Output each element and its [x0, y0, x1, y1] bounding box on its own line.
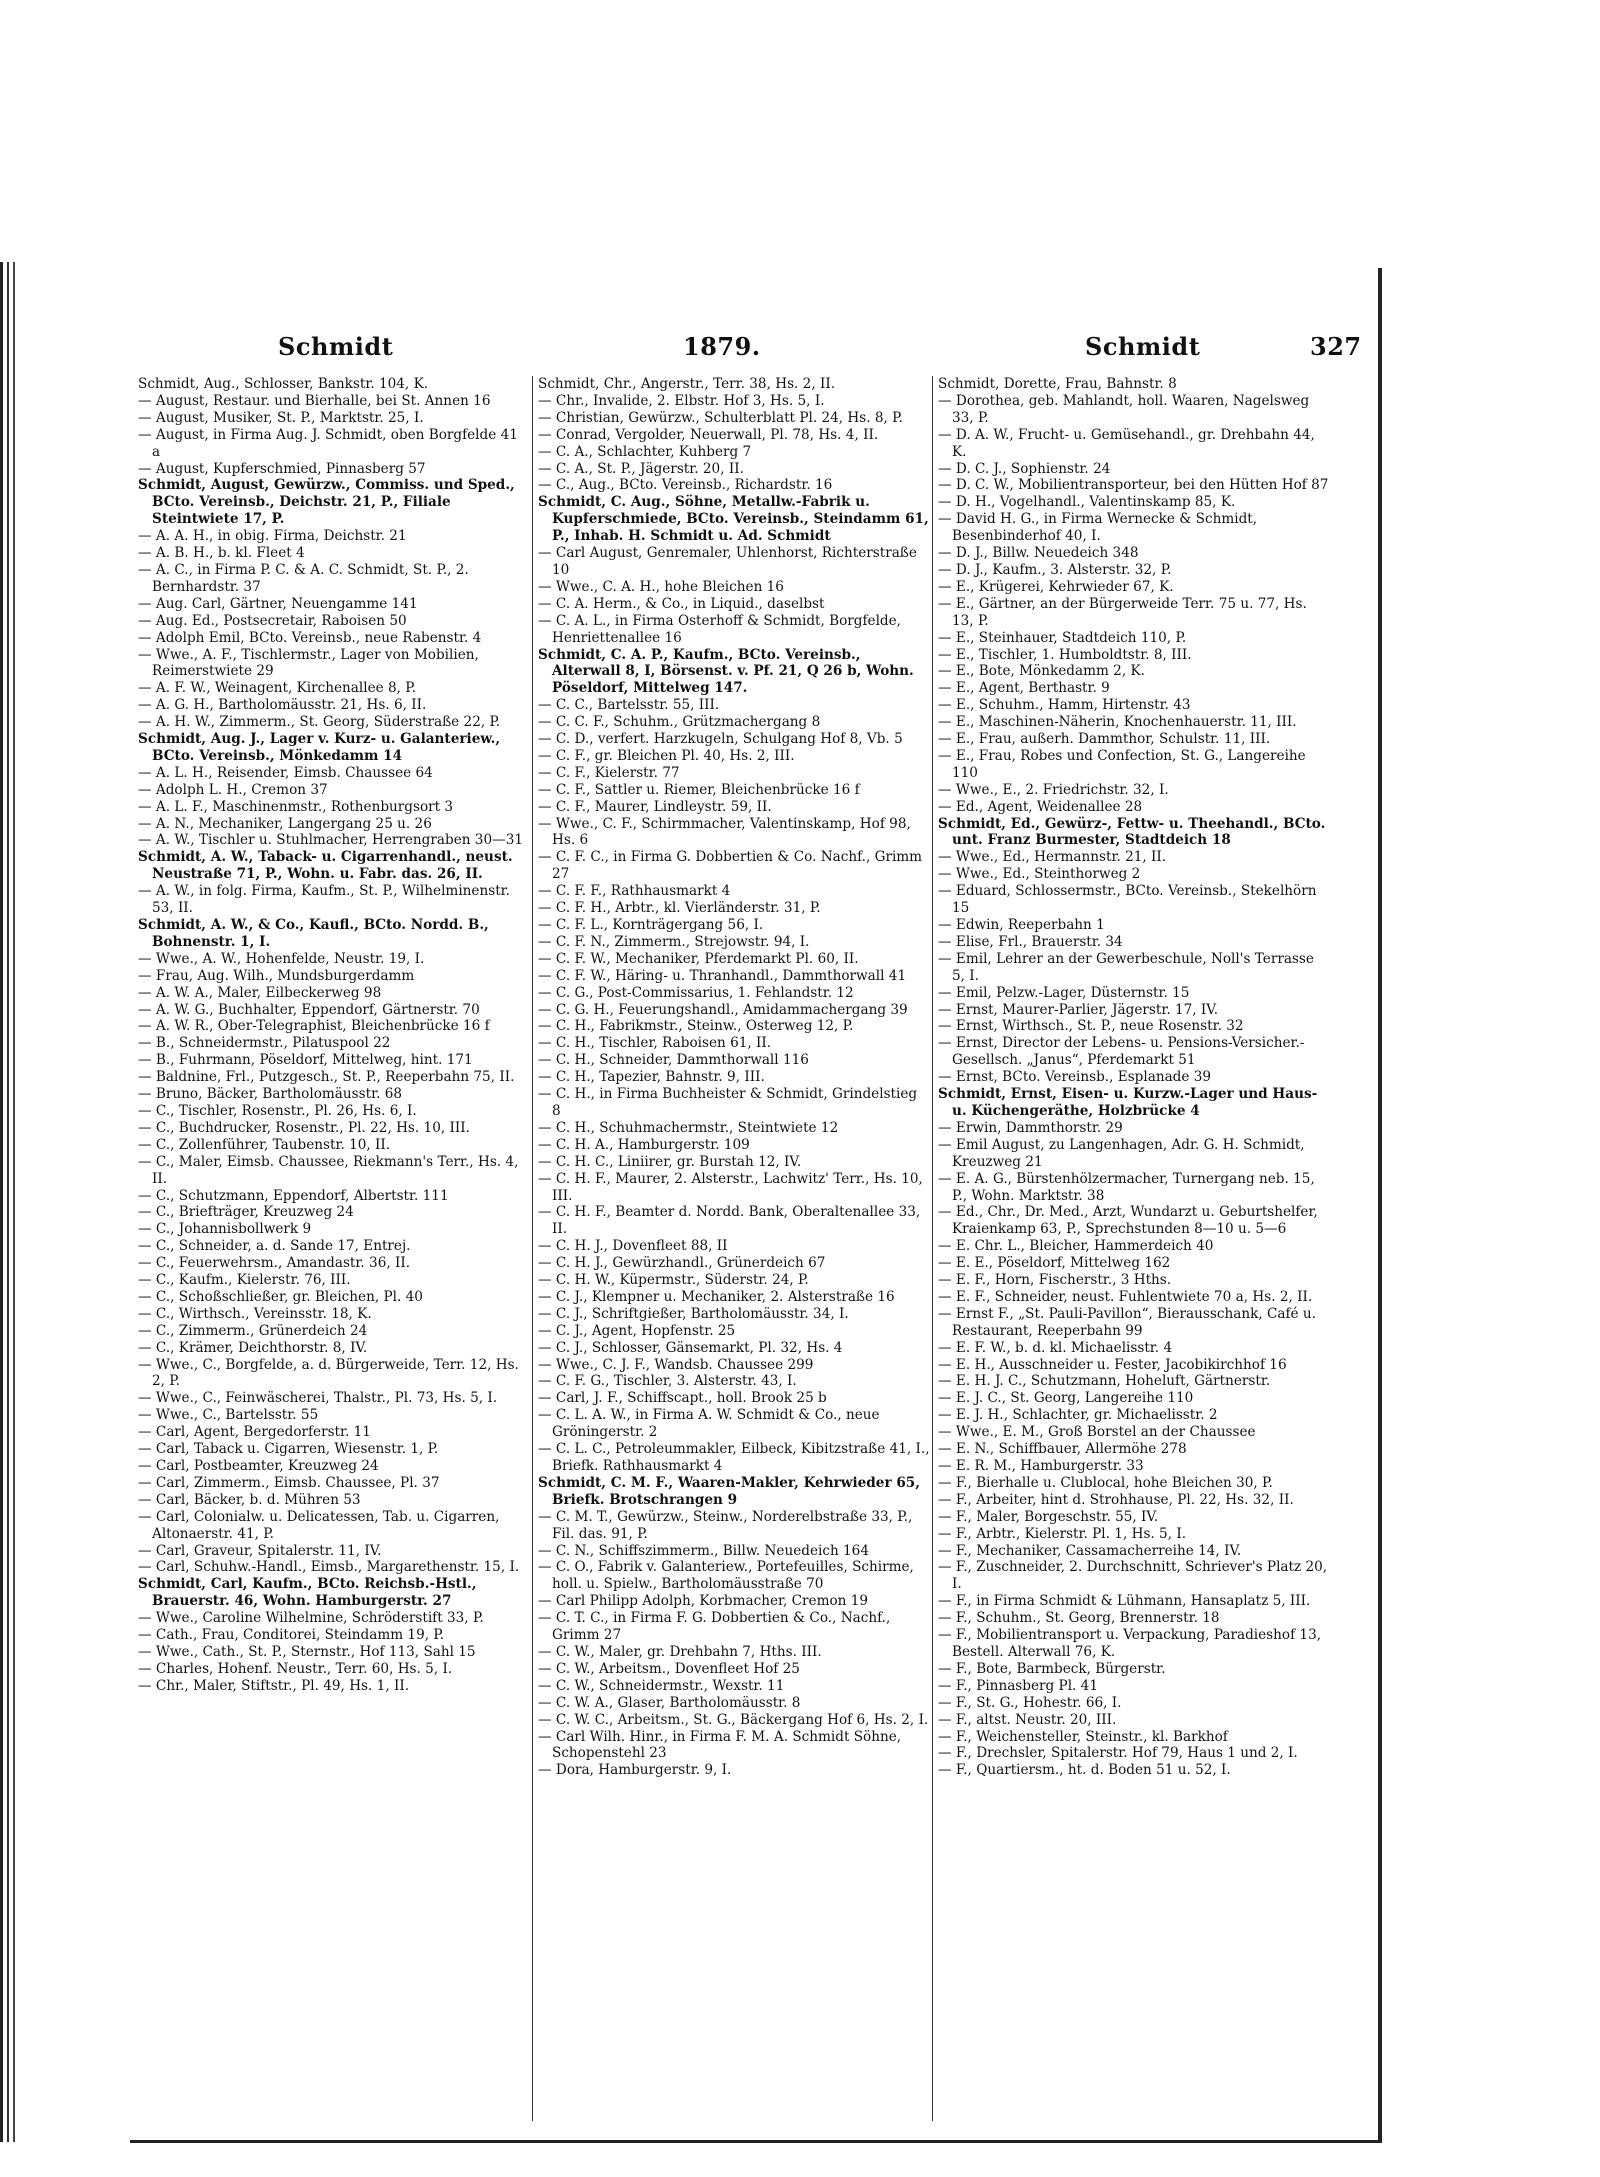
header-left-name: Schmidt	[278, 332, 394, 361]
directory-entry: — C. C., Bartelsstr. 55, III.	[538, 697, 720, 714]
directory-entry: — C. G. H., Feuerungshandl., Amidammachergang 39	[538, 1001, 908, 1018]
column-divider	[932, 376, 933, 2121]
directory-entry: — A. C., in Firma P. C. & A. C. Schmidt, St. P., 2. Bernhardstr. 37	[138, 561, 469, 595]
directory-entry: — D. J., Kaufm., 3. Alsterstr. 32, P.	[938, 561, 1172, 578]
directory-entry: — Emil August, zu Langenhagen, Adr. G. H. Schmidt, Kreuzweg 21	[938, 1136, 1305, 1170]
directory-entry: — C. F. W., Häring- u. Thranhandl., Dammthorwall 41	[538, 967, 907, 984]
directory-entry: — F., Arbtr., Kielerstr. Pl. 1, Hs. 5, I.	[938, 1525, 1187, 1542]
directory-entry: — C., Wirthsch., Vereinsstr. 18, K.	[138, 1305, 372, 1322]
directory-entry: — Ed., Agent, Weidenallee 28	[938, 798, 1143, 815]
directory-entry: — C., Zimmerm., Grünerdeich 24	[138, 1322, 368, 1339]
directory-entry: — C. H., in Firma Buchheister & Schmidt, Grindelstieg 8	[538, 1086, 918, 1119]
directory-entry: Schmidt, C. A. P., Kaufm., BCto. Vereinsb., Alterwall 8, I, Börsenst. v. Pf. 21, Q 26 b, Wohn. Pöseldorf, Mittelweg 147.	[538, 646, 914, 697]
directory-entry: — F., Mechaniker, Cassamacherreihe 14, IV.	[938, 1542, 1242, 1559]
directory-entry: — Carl, Agent, Bergedorferstr. 11	[138, 1424, 371, 1441]
directory-entry: — A. W. G., Buchhalter, Eppendorf, Gärtnerstr. 70	[138, 1001, 480, 1018]
directory-entry: — C. H. A., Hamburgerstr. 109	[538, 1136, 750, 1153]
directory-entry: — C. N., Schiffszimmerm., Billw. Neuedeich 164	[538, 1542, 869, 1559]
directory-entry: — Wwe., C., Borgfelde, a. d. Bürgerweide, Terr. 12, Hs. 2, P.	[138, 1356, 519, 1390]
directory-entry: — August, Kupferschmied, Pinnasberg 57	[138, 460, 426, 477]
directory-entry: — Ed., Chr., Dr. Med., Arzt, Wundarzt u. Geburtshelfer, Kraienkamp 63, P., Sprechstunden 8—10 u. 5—6	[938, 1204, 1318, 1238]
directory-entry: — Adolph Emil, BCto. Vereinsb., neue Rabenstr. 4	[138, 629, 482, 646]
directory-entry: — A. W., Tischler u. Stuhlmacher, Herrengraben 30—31	[138, 832, 523, 849]
directory-entry: — Wwe., Ed., Steinthorweg 2	[938, 866, 1141, 883]
directory-entry: — Baldnine, Frl., Putzgesch., St. P., Reeperbahn 75, II.	[138, 1069, 515, 1086]
directory-entry: — Chr., Maler, Stiftstr., Pl. 49, Hs. 1, II.	[138, 1677, 410, 1694]
directory-entry: — E. Chr. L., Bleicher, Hammerdeich 40	[938, 1238, 1214, 1255]
directory-column-1	[138, 376, 530, 2121]
directory-entry: — C. H. F., Maurer, 2. Alsterstr., Lachwitz' Terr., Hs. 10, III.	[538, 1170, 923, 1204]
directory-entry: — Erwin, Dammthorstr. 29	[938, 1119, 1123, 1136]
directory-entry: — Adolph L. H., Cremon 37	[138, 781, 328, 798]
directory-entry: — E., Gärtner, an der Bürgerweide Terr. 75 u. 77, Hs. 13, P.	[938, 595, 1307, 629]
directory-entry: — C., Johannisbollwerk 9	[138, 1221, 312, 1238]
directory-entry: Schmidt, Aug., Schlosser, Bankstr. 104, K.	[138, 376, 429, 392]
directory-entry: — E., Frau, Robes und Confection, St. G., Langereihe 110	[938, 747, 1306, 781]
directory-entry: — A. L. F., Maschinenmstr., Rothenburgsort 3	[138, 798, 454, 815]
directory-entry: — C., Schutzmann, Eppendorf, Albertstr. 111	[138, 1187, 449, 1204]
directory-entry: — Emil, Pelzw.-Lager, Düsternstr. 15	[938, 984, 1190, 1001]
directory-entry: — E. J. C., St. Georg, Langereihe 110	[938, 1390, 1194, 1407]
directory-entry: — D. A. W., Frucht- u. Gemüsehandl., gr. Drehbahn 44, K.	[938, 426, 1315, 460]
directory-entry: — Ernst, BCto. Vereinsb., Esplanade 39	[938, 1069, 1212, 1086]
directory-entry: — C. H. J., Dovenfleet 88, II	[538, 1238, 728, 1255]
directory-entry: — Ernst F., „St. Pauli-Pavillon“, Bierausschank, Café u. Restaurant, Reeperbahn 99	[938, 1305, 1316, 1339]
directory-entry: — D. C. J., Sophienstr. 24	[938, 460, 1111, 477]
directory-entry: — E., Frau, außerh. Dammthor, Schulstr. 11, III.	[938, 731, 1271, 748]
directory-entry: — Eduard, Schlossermstr., BCto. Vereinsb., Stekelhörn 15	[938, 883, 1317, 917]
directory-entry: — C. F., Sattler u. Riemer, Bleichenbrücke 16 f	[538, 781, 860, 798]
directory-entry: — A. A. H., in obig. Firma, Deichstr. 21	[138, 528, 407, 545]
directory-entry: — Wwe., Cath., St. P., Sternstr., Hof 113, Sahl 15	[138, 1643, 476, 1660]
directory-entry: Schmidt, August, Gewürzw., Commiss. und Sped., BCto. Vereinsb., Deichstr. 21, P., Filiale Steintwiete 17, P.	[138, 477, 515, 528]
directory-entry: — F., in Firma Schmidt & Lühmann, Hansaplatz 5, III.	[938, 1593, 1311, 1610]
directory-entry: — Wwe., A. W., Hohenfelde, Neustr. 19, I.	[138, 950, 425, 967]
directory-entry: — C. W., Schneidermstr., Wexstr. 11	[538, 1677, 785, 1694]
directory-entry: — C. H., Fabrikmstr., Steinw., Osterweg 12, P.	[538, 1018, 854, 1035]
directory-entry: — C. W. C., Arbeitsm., St. G., Bäckergang Hof 6, Hs. 2, I.	[538, 1711, 929, 1728]
directory-entry: — Wwe., C. J. F., Wandsb. Chaussee 299	[538, 1356, 814, 1373]
directory-entry: — C. G., Post-Commissarius, 1. Fehlandstr. 12	[538, 984, 854, 1001]
directory-entry: — C. H. F., Beamter d. Nordd. Bank, Oberaltenallee 33, II.	[538, 1204, 921, 1238]
directory-entry: — Wwe., A. F., Tischlermstr., Lager von Mobilien, Reimerstwiete 29	[138, 646, 479, 680]
directory-entry: — C. H., Tischler, Raboisen 61, II.	[538, 1035, 772, 1052]
directory-entry: — C. W. A., Glaser, Bartholomäusstr. 8	[538, 1694, 801, 1711]
directory-entry: — F., Drechsler, Spitalerstr. Hof 79, Haus 1 und 2, I.	[938, 1745, 1298, 1762]
directory-entry: — F., Bierhalle u. Clublocal, hohe Bleichen 30, P.	[938, 1474, 1273, 1491]
directory-entry: — Ernst, Wirthsch., St. P., neue Rosenstr. 32	[938, 1018, 1244, 1035]
directory-entry: — Carl, Schuhw.-Handl., Eimsb., Margarethenstr. 15, I.	[138, 1559, 520, 1576]
directory-entry: — Wwe., C., Feinwäscherei, Thalstr., Pl. 73, Hs. 5, I.	[138, 1390, 498, 1407]
directory-entry: — F., Weichensteller, Steinstr., kl. Barkhof	[938, 1728, 1228, 1745]
directory-entry: — C. F. N., Zimmerm., Strejowstr. 94, I.	[538, 933, 810, 950]
directory-entry: — B., Schneidermstr., Pilatuspool 22	[138, 1035, 391, 1052]
directory-entry: — C., Aug., BCto. Vereinsb., Richardstr. 16	[538, 477, 833, 494]
directory-entry: — C. H. C., Liniirer, gr. Burstah 12, IV.	[538, 1153, 802, 1170]
directory-entry: — F., Bote, Barmbeck, Bürgerstr.	[938, 1660, 1166, 1677]
page-number: 327	[1310, 332, 1362, 361]
directory-entry: — E., Maschinen-Näherin, Knochenhauerstr. 11, III.	[938, 714, 1297, 731]
directory-entry: — C. F. C., in Firma G. Dobbertien & Co. Nachf., Grimm 27	[538, 849, 923, 883]
directory-entry: — F., Pinnasberg Pl. 41	[938, 1677, 1098, 1694]
directory-entry: — C. W., Arbeitsm., Dovenfleet Hof 25	[538, 1660, 800, 1677]
directory-entry: — C., Briefträger, Kreuzweg 24	[138, 1204, 354, 1221]
directory-entry: Schmidt, Carl, Kaufm., BCto. Reichsb.-Hstl., Brauerstr. 46, Wohn. Hamburgerstr. 27	[138, 1576, 477, 1610]
directory-entry: — A. W. A., Maler, Eilbeckerweg 98	[138, 984, 382, 1001]
directory-entry: — F., Arbeiter, hint d. Strohhause, Pl. 22, Hs. 32, II.	[938, 1491, 1294, 1508]
directory-entry: — E., Tischler, 1. Humboldtstr. 8, III.	[938, 646, 1192, 663]
directory-entry: — C. A. L., in Firma Osterhoff & Schmidt, Borgfelde, Henriettenallee 16	[538, 612, 901, 646]
directory-entry: — C., Krämer, Deichthorstr. 8, IV.	[138, 1339, 368, 1356]
directory-entry: — C. F., gr. Bleichen Pl. 40, Hs. 2, III.	[538, 747, 795, 764]
directory-entry: — C. M. T., Gewürzw., Steinw., Norderelbstraße 33, P., Fil. das. 91, P.	[538, 1508, 913, 1542]
directory-entry: — C., Schoßschließer, gr. Bleichen, Pl. 40	[138, 1288, 423, 1305]
directory-entry: — Carl August, Genremaler, Uhlenhorst, Richterstraße 10	[538, 545, 917, 578]
directory-entry: — Ernst, Director der Lebens- u. Pensions-Versicher.-Gesellsch. „Janus“, Pferdemarkt 51	[938, 1035, 1305, 1069]
directory-entry: — Wwe., C., Bartelsstr. 55	[138, 1407, 319, 1424]
directory-entry: — Wwe., Caroline Wilhelmine, Schröderstift 33, P.	[138, 1610, 484, 1627]
directory-entry: — C. L. C., Petroleummakler, Eilbeck, Kibitzstraße 41, I., Briefk. Rathhausmarkt 4	[538, 1441, 930, 1474]
directory-entry: — E. H. J. C., Schutzmann, Hoheluft, Gärtnerstr.	[938, 1373, 1271, 1390]
directory-entry: — D. C. W., Mobilientransporteur, bei den Hütten Hof 87	[938, 477, 1329, 494]
directory-entry: — C. T. C., in Firma F. G. Dobbertien & Co., Nachf., Grimm 27	[538, 1610, 891, 1644]
directory-entry: — C. F., Kielerstr. 77	[538, 764, 680, 781]
directory-entry: — C. F. F., Rathhausmarkt 4	[538, 883, 731, 900]
directory-entry: — E., Agent, Berthastr. 9	[938, 680, 1110, 697]
directory-entry: — A. F. W., Weinagent, Kirchenallee 8, P.	[138, 680, 416, 697]
column-divider	[532, 376, 533, 2121]
header-year: 1879.	[683, 332, 761, 361]
directory-entry: — Wwe., C. F., Schirmmacher, Valentinskamp, Hof 98, Hs. 6	[538, 815, 911, 849]
directory-entry: — Aug. Ed., Postsecretair, Raboisen 50	[138, 612, 407, 629]
directory-entry: — Frau, Aug. Wilh., Mundsburgerdamm	[138, 967, 415, 984]
directory-entry: — C. H., Schuhmachermstr., Steintwiete 12	[538, 1119, 839, 1136]
directory-entry: — C. F. W., Mechaniker, Pferdemarkt Pl. 60, II.	[538, 950, 859, 967]
directory-entry: — C. A. Herm., & Co., in Liquid., daselbst	[538, 595, 825, 612]
directory-entry: — C., Maler, Eimsb. Chaussee, Riekmann's Terr., Hs. 4, II.	[138, 1153, 519, 1187]
directory-entry: — Ernst, Maurer-Parlier, Jägerstr. 17, IV.	[938, 1001, 1219, 1018]
header-right-name: Schmidt	[1085, 332, 1201, 361]
directory-entry: — F., Schuhm., St. Georg, Brennerstr. 18	[938, 1610, 1220, 1627]
directory-column-3	[938, 376, 1330, 2121]
directory-entry: — C. J., Schlosser, Gänsemarkt, Pl. 32, Hs. 4	[538, 1339, 843, 1356]
directory-entry: — C., Schneider, a. d. Sande 17, Entrej.	[138, 1238, 411, 1255]
directory-entry: — Carl, J. F., Schiffscapt., holl. Brook 25 b	[538, 1390, 827, 1407]
directory-entry: — E. E., Pöseldorf, Mittelweg 162	[938, 1255, 1171, 1272]
directory-entry: — C. F. H., Arbtr., kl. Vierländerstr. 31, P.	[538, 900, 821, 917]
directory-entry: — Carl, Postbeamter, Kreuzweg 24	[138, 1458, 379, 1474]
directory-entry: — C., Tischler, Rosenstr., Pl. 26, Hs. 6, I.	[138, 1102, 417, 1119]
directory-entry: — Elise, Frl., Brauerstr. 34	[938, 933, 1123, 950]
directory-entry: — E. R. M., Hamburgerstr. 33	[938, 1458, 1144, 1474]
directory-entry: — Carl, Colonialw. u. Delicatessen, Tab. u. Cigarren, Altonaerstr. 41, P.	[138, 1508, 500, 1542]
directory-entry: — A. G. H., Bartholomäusstr. 21, Hs. 6, II.	[138, 697, 427, 714]
directory-entry: Schmidt, Aug. J., Lager v. Kurz- u. Galanteriew., BCto. Vereinsb., Mönkedamm 14	[138, 731, 501, 764]
directory-entry: — C. F. L., Kornträgergang 56, I.	[538, 917, 764, 933]
directory-entry: — C. A., Schlachter, Kuhberg 7	[538, 443, 752, 460]
directory-entry: — C., Zollenführer, Taubenstr. 10, II.	[138, 1136, 391, 1153]
directory-entry: — C., Kaufm., Kielerstr. 76, III.	[138, 1272, 351, 1289]
directory-entry: — A. L. H., Reisender, Eimsb. Chaussee 64	[138, 764, 433, 781]
directory-entry: — C. W., Maler, gr. Drehbahn 7, Hths. III.	[538, 1643, 822, 1660]
directory-entry: — Carl, Bäcker, b. d. Mühren 53	[138, 1491, 361, 1508]
directory-entry: — C. C. F., Schuhm., Grützmachergang 8	[538, 714, 821, 731]
directory-entry: — C. J., Schriftgießer, Bartholomäusstr. 34, I.	[538, 1305, 849, 1322]
directory-entry: — Chr., Invalide, 2. Elbstr. Hof 3, Hs. 5, I.	[538, 392, 825, 409]
directory-entry: — E. N., Schiffbauer, Allermöhe 278	[938, 1441, 1187, 1458]
directory-entry: — Conrad, Vergolder, Neuerwall, Pl. 78, Hs. 4, II.	[538, 426, 879, 443]
directory-entry: Schmidt, Dorette, Frau, Bahnstr. 8	[938, 376, 1177, 392]
directory-entry: — E., Bote, Mönkedamm 2, K.	[938, 663, 1145, 680]
directory-entry: — August, Restaur. und Bierhalle, bei St. Annen 16	[138, 392, 491, 409]
directory-entry: — Edwin, Reeperbahn 1	[938, 917, 1105, 933]
directory-entry: — E. A. G., Bürstenhölzermacher, Turnergang neb. 15, P., Wohn. Marktstr. 38	[938, 1170, 1315, 1204]
directory-entry: Schmidt, Ernst, Eisen- u. Kurzw.-Lager und Haus- u. Küchengeräthe, Holzbrücke 4	[938, 1086, 1318, 1119]
directory-entry: Schmidt, C. Aug., Söhne, Metallw.-Fabrik u. Kupferschmiede, BCto. Vereinsb., Steindamm 61, P., Inhab. H. Schmidt u. Ad. Schmidt	[538, 494, 929, 545]
directory-entry: — Carl, Graveur, Spitalerstr. 11, IV.	[138, 1542, 382, 1559]
directory-entry: Schmidt, Chr., Angerstr., Terr. 38, Hs. 2, II.	[538, 376, 836, 392]
directory-entry: — Wwe., Ed., Hermannstr. 21, II.	[938, 849, 1167, 866]
directory-entry: — Wwe., E. M., Groß Borstel an der Chaussee	[938, 1424, 1256, 1441]
directory-entry: — Carl Philipp Adolph, Korbmacher, Cremon 19	[538, 1593, 869, 1610]
directory-entry: — E. H., Ausschneider u. Fester, Jacobikirchhof 16	[938, 1356, 1287, 1373]
directory-column-2	[538, 376, 930, 2121]
directory-entry: — C. H., Schneider, Dammthorwall 116	[538, 1052, 809, 1069]
directory-entry: Schmidt, A. W., & Co., Kaufl., BCto. Nordd. B., Bohnenstr. 1, I.	[138, 917, 489, 950]
directory-entry: — F., Maler, Borgeschstr. 55, IV.	[938, 1508, 1159, 1525]
directory-entry: — Bruno, Bäcker, Bartholomäusstr. 68	[138, 1086, 403, 1103]
directory-entry: — Dorothea, geb. Mahlandt, holl. Waaren, Nagelsweg 33, P.	[938, 392, 1310, 426]
directory-entry: — C. F. G., Tischler, 3. Alsterstr. 43, I.	[538, 1373, 797, 1390]
directory-entry: — E. J. H., Schlachter, gr. Michaelisstr. 2	[938, 1407, 1218, 1424]
adjacent-page-edge	[0, 262, 34, 2142]
directory-entry: — A. W., in folg. Firma, Kaufm., St. P., Wilhelminenstr. 53, II.	[138, 883, 510, 917]
directory-entry: — E. F., Horn, Fischerstr., 3 Hths.	[938, 1272, 1172, 1289]
directory-entry: — F., altst. Neustr. 20, III.	[938, 1711, 1117, 1728]
directory-entry: — F., Mobilientransport u. Verpackung, Paradieshof 13, Bestell. Alterwall 76, K.	[938, 1627, 1322, 1660]
directory-entry: — F., St. G., Hohestr. 66, I.	[938, 1694, 1122, 1711]
directory-entry: — C. J., Agent, Hopfenstr. 25	[538, 1322, 736, 1339]
directory-entry: — C. D., verfert. Harzkugeln, Schulgang Hof 8, Vb. 5	[538, 731, 903, 748]
directory-page	[130, 268, 1382, 2143]
directory-entry: — C. A., St. P., Jägerstr. 20, II.	[538, 460, 744, 477]
directory-entry: — A. N., Mechaniker, Langergang 25 u. 26	[138, 815, 432, 832]
directory-entry: — C. J., Klempner u. Mechaniker, 2. Alsterstraße 16	[538, 1288, 895, 1305]
directory-entry: — E., Krügerei, Kehrwieder 67, K.	[938, 578, 1174, 595]
directory-entry: — Wwe., C. A. H., hohe Bleichen 16	[538, 578, 784, 595]
directory-entry: — C., Feuerwehrsm., Amandastr. 36, II.	[138, 1255, 411, 1272]
directory-entry: — C. H., Tapezier, Bahnstr. 9, III.	[538, 1069, 765, 1086]
directory-entry: — Aug. Carl, Gärtner, Neuengamme 141	[138, 595, 418, 612]
directory-entry: — C. L. A. W., in Firma A. W. Schmidt & Co., neue Gröningerstr. 2	[538, 1407, 880, 1441]
directory-entry: — Christian, Gewürzw., Schulterblatt Pl. 24, Hs. 8, P.	[538, 409, 903, 426]
directory-entry: — Wwe., E., 2. Friedrichstr. 32, I.	[938, 781, 1169, 798]
directory-entry: — E., Schuhm., Hamm, Hirtenstr. 43	[938, 697, 1191, 714]
directory-entry: — Emil, Lehrer an der Gewerbeschule, Noll's Terrasse 5, I.	[938, 950, 1314, 984]
directory-entry: — Carl, Taback u. Cigarren, Wiesenstr. 1, P.	[138, 1441, 439, 1458]
directory-entry: — C. H. J., Gewürzhandl., Grünerdeich 67	[538, 1255, 826, 1272]
directory-entry: — B., Fuhrmann, Pöseldorf, Mittelweg, hint. 171	[138, 1052, 473, 1069]
directory-entry: Schmidt, A. W., Taback- u. Cigarrenhandl., neust. Neustraße 71, P., Wohn. u. Fabr. das. 26, II.	[138, 849, 513, 883]
directory-entry: — A. H. W., Zimmerm., St. Georg, Süderstraße 22, P.	[138, 714, 501, 731]
directory-entry: — A. B. H., b. kl. Fleet 4	[138, 545, 305, 562]
directory-entry: — August, Musiker, St. P., Marktstr. 25, I.	[138, 409, 424, 426]
directory-entry: — C. H. W., Küpermstr., Süderstr. 24, P.	[538, 1272, 809, 1289]
directory-entry: Schmidt, Ed., Gewürz-, Fettw- u. Theehandl., BCto. unt. Franz Burmester, Stadtdeich 18	[938, 815, 1326, 849]
directory-entry: — C. F., Maurer, Lindleystr. 59, II.	[538, 798, 772, 815]
directory-entry: — D. H., Vogelhandl., Valentinskamp 85, K.	[938, 494, 1236, 511]
directory-entry: — A. W. R., Ober-Telegraphist, Bleichenbrücke 16 f	[138, 1018, 490, 1035]
directory-entry: — Cath., Frau, Conditorei, Steindamm 19, P.	[138, 1627, 445, 1644]
directory-entry: — David H. G., in Firma Wernecke & Schmidt, Besenbinderhof 40, I.	[938, 511, 1258, 545]
directory-entry: — D. J., Billw. Neuedeich 348	[938, 545, 1139, 562]
page-header	[130, 332, 1378, 372]
directory-entry: — F., Zuschneider, 2. Durchschnitt, Schriever's Platz 20, I.	[938, 1559, 1328, 1593]
directory-entry: — Carl, Zimmerm., Eimsb. Chaussee, Pl. 37	[138, 1474, 440, 1491]
directory-entry: — F., Quartiersm., ht. d. Boden 51 u. 52, I.	[938, 1762, 1231, 1779]
directory-entry: — August, in Firma Aug. J. Schmidt, oben Borgfelde 41 a	[138, 426, 518, 460]
directory-entry: — Charles, Hohenf. Neustr., Terr. 60, Hs. 5, I.	[138, 1660, 453, 1677]
directory-entry: — C., Buchdrucker, Rosenstr., Pl. 22, Hs. 10, III.	[138, 1119, 470, 1136]
directory-entry: — Dora, Hamburgerstr. 9, I.	[538, 1762, 732, 1779]
directory-entry: Schmidt, C. M. F., Waaren-Makler, Kehrwieder 65, Briefk. Brotschrangen 9	[538, 1474, 920, 1508]
directory-entry: — C. O., Fabrik v. Galanteriew., Portefeuilles, Schirme, holl. u. Spielw., Bartholomäusstraße 70	[538, 1559, 914, 1593]
directory-entry: — E. F., Schneider, neust. Fuhlentwiete 70 a, Hs. 2, II.	[938, 1288, 1313, 1305]
directory-entry: — Carl Wilh. Hinr., in Firma F. M. A. Schmidt Söhne, Schopenstehl 23	[538, 1728, 902, 1762]
directory-entry: — E. F. W., b. d. kl. Michaelisstr. 4	[938, 1339, 1173, 1356]
directory-entry: — E., Steinhauer, Stadtdeich 110, P.	[938, 629, 1187, 646]
